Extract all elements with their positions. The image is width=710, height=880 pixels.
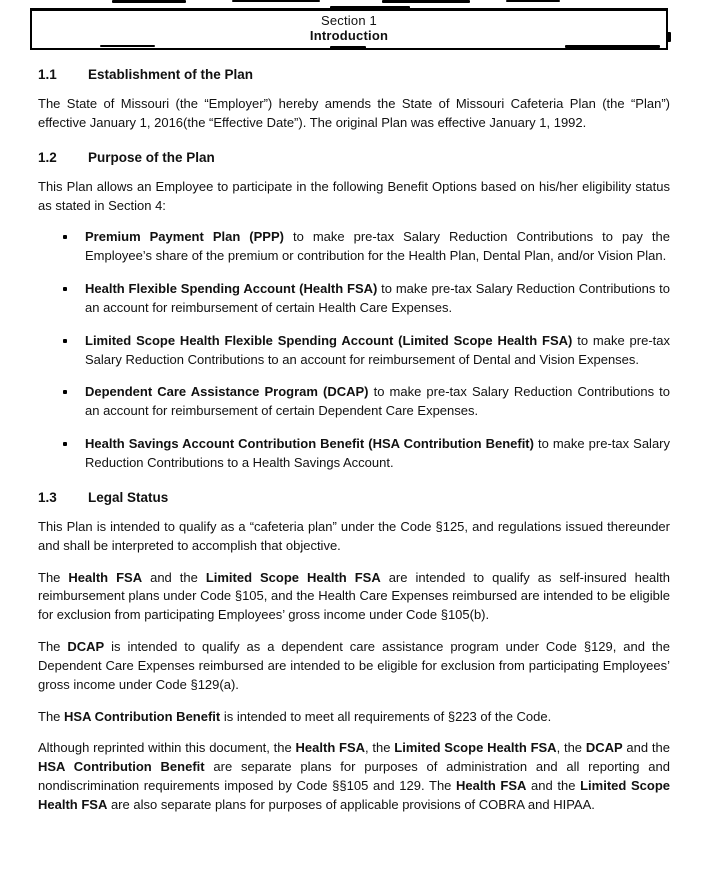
scan-artifact — [112, 0, 186, 3]
section-title: Section 1 — [320, 13, 377, 28]
paragraph-purpose-intro: This Plan allows an Employee to participate in the following Benefit Options based on his/her eligibility status as stated in Section 4: — [38, 178, 670, 213]
bullet-dcap — [38, 383, 670, 421]
bullet-ppp — [38, 228, 670, 266]
section-subtitle: Introduction — [309, 28, 389, 43]
scan-artifact — [382, 0, 470, 3]
scan-artifact — [330, 46, 366, 49]
scan-artifact — [330, 6, 410, 9]
bullet-health-fsa — [38, 280, 670, 318]
heading-title: Purpose of the Plan — [88, 149, 215, 165]
heading-establishment — [38, 67, 670, 82]
bullet-hsa — [38, 435, 670, 473]
heading-title: Establishment of the Plan — [88, 67, 254, 82]
scan-artifact — [565, 45, 660, 48]
paragraph-separate-plans: Although reprinted within this document, the Health FSA, the Limited Scope Health FSA, the DCAP and the HSA Contribution Benefit are separate plans for purposes of administration and all reporting and nondiscrimination requirements imposed by Code §§105 and 129. The Health FSA and the Limited Scope Health FSA are also separate plans for purposes of applicable provisions of COBRA and HIPAA. — [38, 740, 670, 812]
paragraph-hsa-requirements: The HSA Contribution Benefit is intended to meet all requirements of §223 of the Code. — [38, 708, 552, 724]
heading-purpose — [38, 150, 670, 165]
paragraph-dcap-qualify: The DCAP is intended to qualify as a dependent care assistance program under Code §129, and the Dependent Care Expenses reimbursed are intended to be eligible for exclusion from participating Employees’ gross income under Code §129(a). — [38, 639, 671, 692]
heading-number: 1.3 — [38, 489, 57, 505]
bullet-icon — [63, 287, 67, 291]
bullet-icon — [63, 442, 67, 446]
paragraph-establishment: The State of Missouri (the “Employer”) hereby amends the State of Missouri Cafeteria Plan (the “Plan”) effective January 1, 2016(the “Effective Date”). The original Plan was effective January 1, 1992. — [38, 96, 670, 130]
bullet-text: Premium Payment Plan (PPP) to make pre-tax Salary Reduction Contributions to pay the Employee’s share of the premium or contribution for the Health Plan, Dental Plan, and/or Vision Plan. — [85, 229, 670, 264]
heading-number: 1.2 — [38, 149, 57, 165]
document-body — [38, 67, 670, 815]
scan-artifact — [232, 0, 320, 2]
section-header-box — [30, 8, 668, 50]
bullet-text: Health Flexible Spending Account (Health FSA) to make pre-tax Salary Reduction Contributions to an account for reimbursement of certain Health Care Expenses. — [85, 281, 670, 315]
scan-artifact — [100, 45, 155, 47]
heading-number: 1.1 — [38, 67, 57, 82]
bullet-icon — [63, 390, 67, 394]
paragraph-health-fsa-qualify: The Health FSA and the Limited Scope Health FSA are intended to qualify as self-insured health reimbursement plans under Code §105, and the Health Care Expenses reimbursed are intended to be eligible for exclusion from participating Employees’ gross income under Code §105(b). — [38, 569, 671, 623]
bullet-text: Health Savings Account Contribution Benefit (HSA Contribution Benefit) to make pre-tax Salary Reduction Contributions to a Health Savings Account. — [85, 436, 671, 470]
scan-artifact — [666, 32, 671, 42]
bullet-icon — [63, 235, 67, 239]
heading-legal-status — [38, 490, 670, 505]
scan-artifact — [506, 0, 560, 2]
heading-title: Legal Status — [88, 489, 169, 505]
paragraph-cafeteria-plan: This Plan is intended to qualify as a “cafeteria plan” under the Code §125, and regulations issued thereunder and shall be interpreted to accomplish that objective. — [38, 518, 670, 553]
bullet-text: Limited Scope Health Flexible Spending Account (Limited Scope Health FSA) to make pre-tax Salary Reduction Contributions to an account for reimbursement of Dental and Vision Expenses. — [85, 332, 670, 367]
bullet-icon — [63, 339, 67, 343]
bullet-limited-scope-fsa — [38, 332, 670, 370]
bullet-text: Dependent Care Assistance Program (DCAP) to make pre-tax Salary Reduction Contributions to an account for reimbursement of certain Dependent Care Expenses. — [85, 384, 671, 419]
